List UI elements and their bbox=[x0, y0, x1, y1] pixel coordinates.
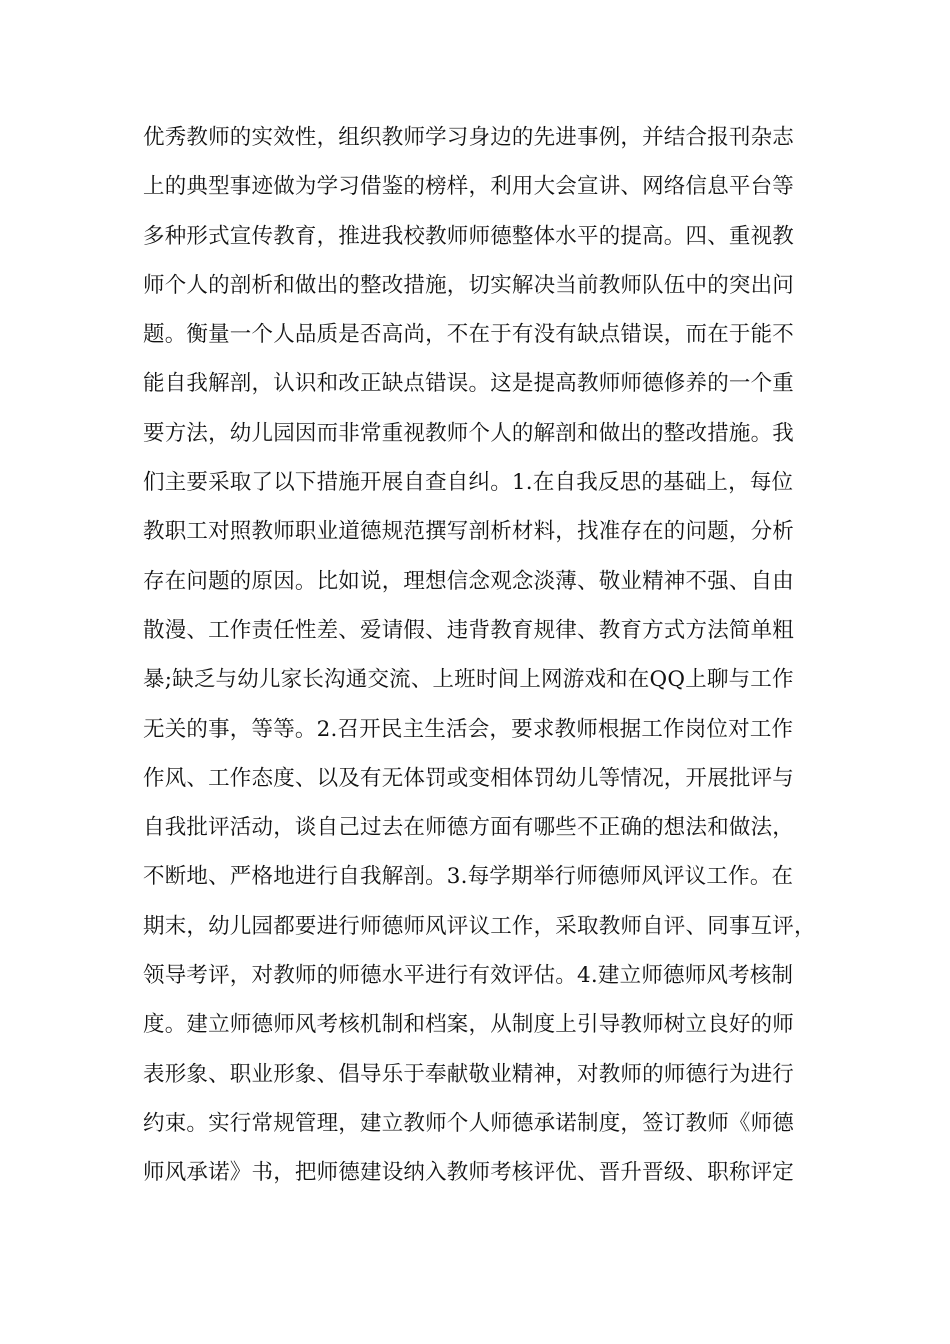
text-line: 不断地、严格地进行自我解剖。3.每学期举行师德师风评议工作。在 bbox=[143, 864, 794, 890]
text-line: 能自我解剖，认识和改正缺点错误。这是提高教师师德修养的一个重 bbox=[143, 371, 795, 397]
text-line: 作风、工作态度、以及有无体罚或变相体罚幼儿等情况，开展批评与 bbox=[143, 765, 795, 791]
body-text bbox=[143, 121, 843, 1206]
text-line: 表形象、职业形象、倡导乐于奉献敬业精神，对教师的师德行为进行 bbox=[143, 1061, 795, 1087]
text-line: 上的典型事迹做为学习借鉴的榜样，利用大会宣讲、网络信息平台等 bbox=[143, 174, 795, 200]
text-line: 们主要采取了以下措施开展自查自纠。1.在自我反思的基础上，每位 bbox=[143, 470, 794, 496]
text-line: 优秀教师的实效性，组织教师学习身边的先进事例，并结合报刊杂志 bbox=[143, 125, 795, 150]
text-line: 散漫、工作责任性差、爱请假、违背教育规律、教育方式方法简单粗 bbox=[143, 617, 795, 643]
text-line: 题。衡量一个人品质是否高尚，不在于有没有缺点错误，而在于能不 bbox=[143, 322, 795, 348]
text-line: 师风承诺》书，把师德建设纳入教师考核评优、晋升晋级、职称评定 bbox=[143, 1160, 795, 1186]
text-line: 度。建立师德师风考核机制和档案，从制度上引导教师树立良好的师 bbox=[143, 1012, 795, 1038]
text-line: 教职工对照教师职业道德规范撰写剖析材料，找准存在的问题，分析 bbox=[143, 519, 795, 545]
text-line: 多种形式宣传教育，推进我校教师师德整体水平的提高。四、重视教 bbox=[143, 223, 795, 249]
text-line: 领导考评，对教师的师德水平进行有效评估。4.建立师德师风考核制 bbox=[143, 963, 794, 989]
text-line: 要方法，幼儿园因而非常重视教师个人的解剖和做出的整改措施。我 bbox=[143, 420, 795, 446]
text-line: 暴;缺乏与幼儿家长沟通交流、上班时间上网游戏和在QQ上聊与工作 bbox=[143, 667, 794, 693]
text-line: 约束。实行常规管理，建立教师个人师德承诺制度，签订教师《师德 bbox=[143, 1110, 795, 1136]
text-line: 自我批评活动，谈自己过去在师德方面有哪些不正确的想法和做法， bbox=[143, 815, 795, 841]
text-line: 师个人的剖析和做出的整改措施，切实解决当前教师队伍中的突出问 bbox=[143, 272, 795, 298]
text-line: 存在问题的原因。比如说，理想信念观念淡薄、敬业精神不强、自由 bbox=[143, 568, 795, 594]
text-line: 无关的事，等等。2.召开民主生活会，要求教师根据工作岗位对工作 bbox=[143, 716, 794, 742]
text-line: 期末，幼儿园都要进行师德师风评议工作，采取教师自评、同事互评， bbox=[143, 913, 816, 939]
